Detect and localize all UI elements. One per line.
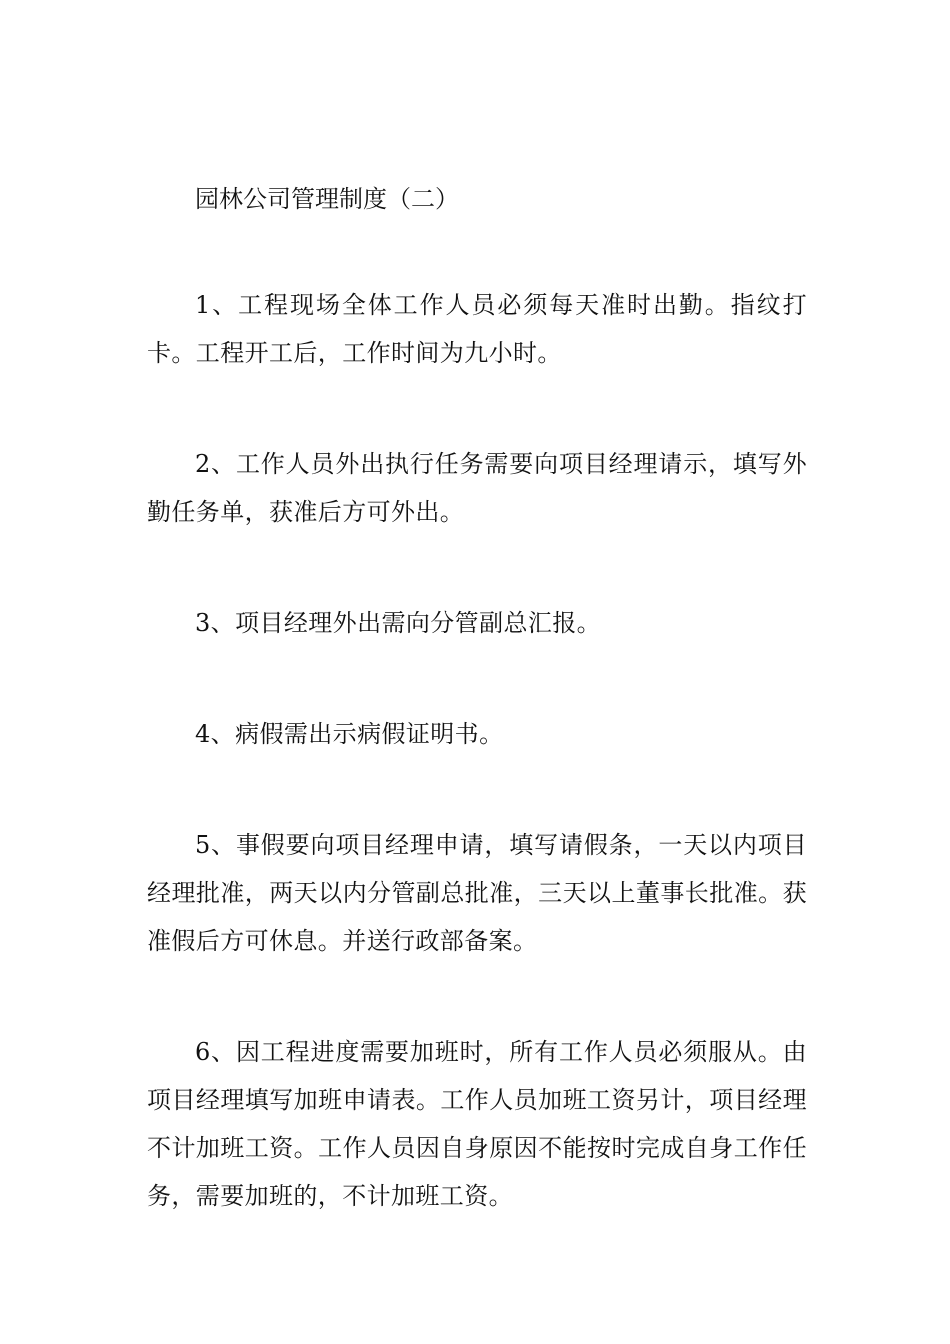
paragraph-5: 5、事假要向项目经理申请，填写请假条，一天以内项目经理批准，两天以内分管副总批准，三天以上董事长批准。获准假后方可休息。并送行政部备案。 (147, 831, 807, 955)
paragraph-2: 2、工作人员外出执行任务需要向项目经理请示，填写外勤任务单，获准后方可外出。 (147, 450, 807, 526)
document-page (147, 180, 807, 1220)
document-title: 园林公司管理制度（二） (195, 185, 459, 213)
paragraph-4: 4、病假需出示病假证明书。 (195, 720, 504, 748)
paragraph-3: 3、项目经理外出需向分管副总汇报。 (195, 609, 602, 637)
paragraph-1: 1、工程现场全体工作人员必须每天准时出勤。指纹打卡。工程开工后，工作时间为九小时。 (147, 291, 807, 367)
paragraph-6: 6、因工程进度需要加班时，所有工作人员必须服从。由项目经理填写加班申请表。工作人员加班工资另计，项目经理不计加班工资。工作人员因自身原因不能按时完成自身工作任务，需要加班的，不计加班工资。 (147, 1038, 807, 1210)
